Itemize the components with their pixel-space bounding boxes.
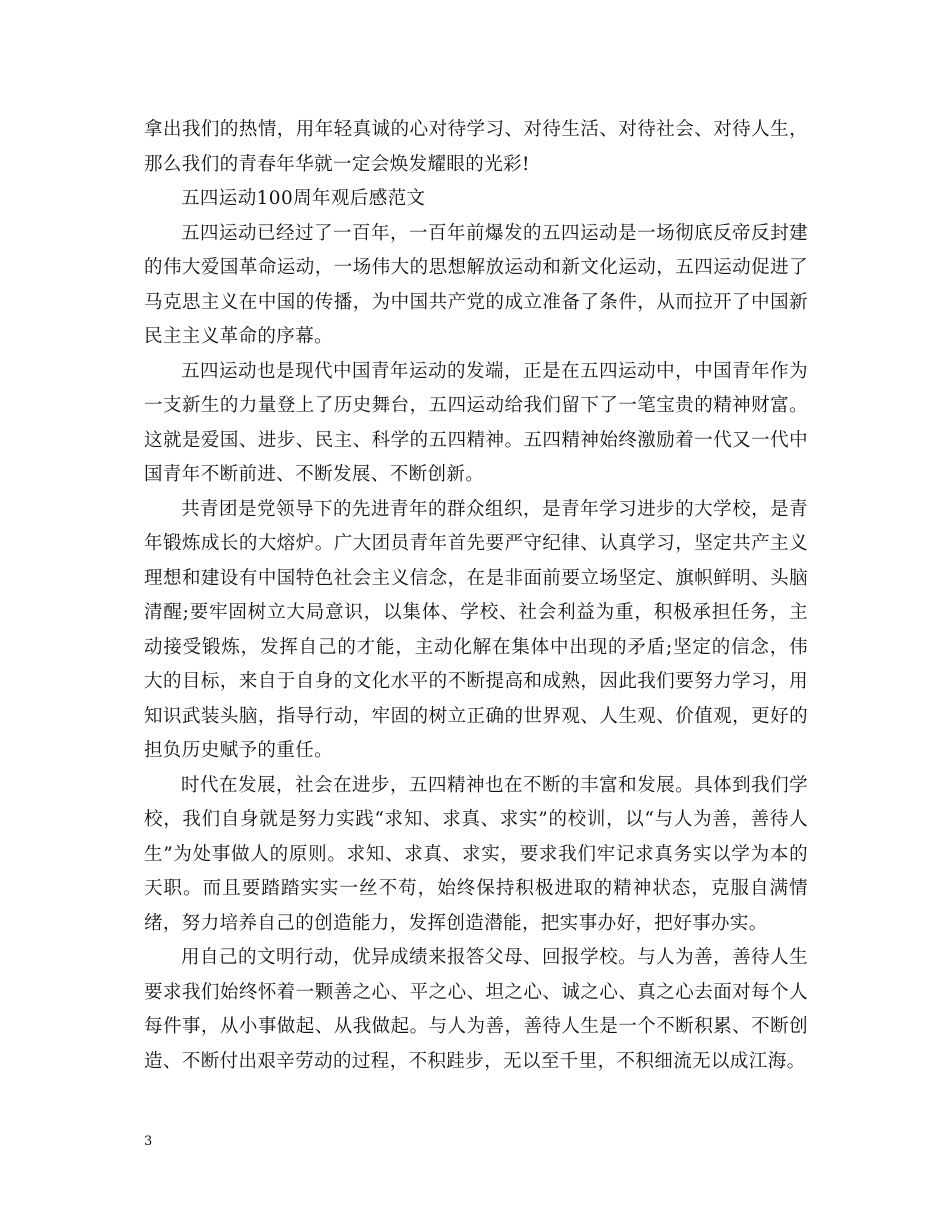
section-title: 五四运动100周年观后感范文 [181,188,426,209]
body-paragraph: 拿出我们的热情，用年轻真诚的心对待学习、对待生活、对待社会、对待人生，那么我们的青春年华就一定会焕发耀眼的光彩! [144,119,808,175]
body-paragraph: 时代在发展，社会在进步，五四精神也在不断的丰富和发展。具体到我们学校，我们自身就是努力实践“求知、求真、求实”的校训，以“与人为善，善待人生”为处事做人的原则。求知、求真、求实，要求我们牢记求真务实以学为本的天职。而且要踏踏实实一丝不苟，始终保持积极进取的精神状态，克服自满情绪，努力培养自己的创造能力，发挥创造潜能，把实事办好，把好事办实。 [144,774,808,934]
body-paragraph: 五四运动也是现代中国青年运动的发端，正是在五四运动中，中国青年作为一支新生的力量登上了历史舞台，五四运动给我们留下了一笔宝贵的精神财富。这就是爱国、进步、民主、科学的五四精神。五四精神始终激励着一代又一代中国青年不断前进、不断发展、不断创新。 [144,360,808,485]
body-paragraph: 共青团是党领导下的先进青年的群众组织，是青年学习进步的大学校，是青年锻炼成长的大熔炉。广大团员青年首先要严守纪律、认真学习，坚定共产主义理想和建设有中国特色社会主义信念，在是非面前要立场坚定、旗帜鲜明、头脑清醒;要牢固树立大局意识，以集体、学校、社会利益为重，积极承担任务，主动接受锻炼，发挥自己的才能，主动化解在集体中出现的矛盾;坚定的信念，伟大的目标，来自于自身的文化水平的不断提高和成熟，因此我们要努力学习，用知识武装头脑，指导行动，牢固的树立正确的世界观、人生观、价值观，更好的担负历史赋予的重任。 [144,498,808,761]
body-paragraph: 五四运动已经过了一百年，一百年前爆发的五四运动是一场彻底反帝反封建的伟大爱国革命运动，一场伟大的思想解放运动和新文化运动，五四运动促进了马克思主义在中国的传播，为中国共产党的成立准备了条件，从而拉开了中国新民主主义革命的序幕。 [144,222,808,347]
body-paragraph: 用自己的文明行动，优异成绩来报答父母、回报学校。与人为善，善待人生要求我们始终怀着一颗善之心、平之心、坦之心、诚之心、真之心去面对每个人每件事，从小事做起、从我做起。与人为善，善待人生是一个不断积累、不断创造、不断付出艰辛劳动的过程，不积跬步，无以至千里，不积细流无以成江海。 [144,947,808,1072]
document-body [144,113,808,1079]
page-number: 3 [144,1134,153,1149]
